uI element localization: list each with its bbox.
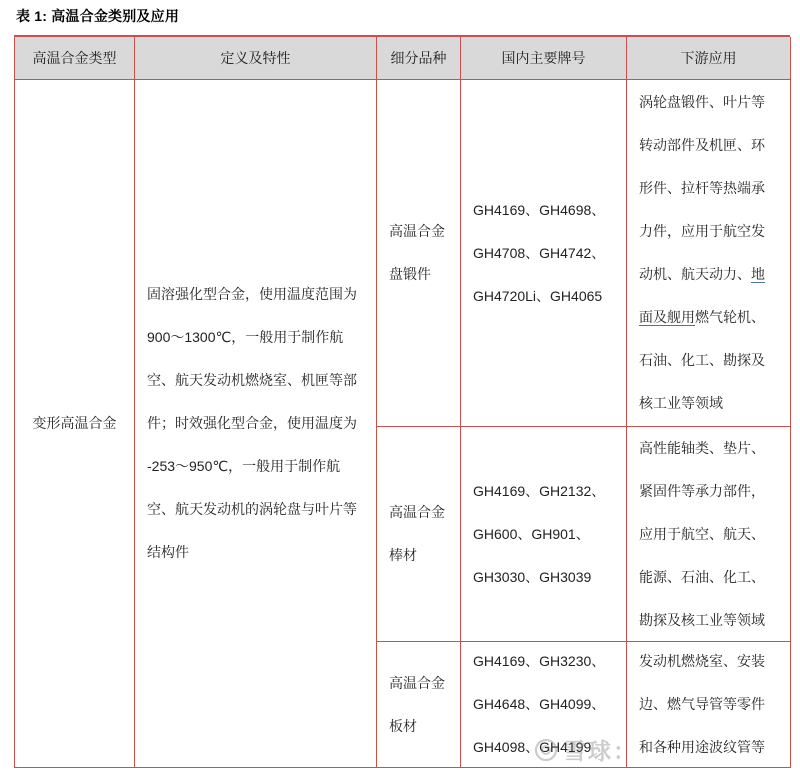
cell-grades-disk-forgings: [461, 80, 627, 427]
cell-applications-bars: [627, 427, 791, 642]
alloy-type-value: 变形高温合金: [32, 415, 117, 431]
cell-alloy-type: [15, 80, 135, 768]
applications-text: 高性能轴类、垫片、紧固件等承力部件，应用于航空、航天、能源、石油、化工、勘探及核工业等领域: [639, 439, 765, 628]
header-alloy-type: [15, 37, 135, 80]
cell-applications-sheets: [627, 642, 791, 768]
applications-post: 燃气轮机、石油、化工、勘探及核工业等领域: [639, 309, 765, 411]
watermark-text: 雪球：: [563, 738, 638, 764]
cell-variety-bars: [377, 427, 461, 642]
table-title: 表 1: 高温合金类别及应用: [16, 8, 180, 24]
cell-variety-disk-forgings: [377, 80, 461, 427]
cell-grades-sheets: [461, 642, 627, 768]
header-applications-label: 下游应用: [680, 49, 737, 66]
cell-applications-disk-forgings: [627, 80, 791, 427]
definition-text: 固溶强化型合金，使用温度范围为 900～1300℃，一般用于制作航空、航天发动机燃烧室、机匣等部件；时效强化型合金，使用温度为 -253～950℃，一般用于制作航空、航天发动机的涡轮盘与叶片等结构件: [147, 286, 357, 560]
applications-text: [639, 81, 778, 425]
cell-variety-sheets: [377, 642, 461, 768]
grades-text: GH4169、GH4698、GH4708、GH4742、GH4720Li、GH4065: [473, 201, 606, 304]
variety-text: 高温合金棒材: [389, 504, 445, 563]
applications-underlined: 地面及舰用: [639, 266, 765, 325]
header-definition-label: 定义及特性: [220, 49, 291, 66]
cell-definition: [135, 80, 377, 768]
header-grades-label: 国内主要牌号: [501, 49, 586, 66]
header-applications: [627, 37, 791, 80]
variety-text: 高温合金盘锻件: [389, 223, 445, 282]
variety-text: 高温合金板材: [389, 674, 445, 734]
applications-pre: 涡轮盘锻件、叶片等转动部件及机匣、环形件、拉杆等热端承力件，应用于航空发动机、航天动力、: [639, 94, 765, 282]
header-alloy-type-label: 高温合金类型: [32, 49, 117, 66]
applications-text: 发动机燃烧室、安装边、燃气导管等零件和各种用途波纹管等: [639, 653, 765, 755]
superalloy-table: [14, 35, 790, 768]
header-variety: [377, 37, 461, 80]
header-grades: [461, 37, 627, 80]
header-variety-label: 细分品种: [390, 49, 447, 66]
grades-text: GH4169、GH2132、GH600、GH901、GH3030、GH3039: [473, 482, 606, 585]
grades-text: GH4169、GH3230、GH4648、GH4099、GH4098、GH4199: [473, 653, 606, 755]
cell-grades-bars: [461, 427, 627, 642]
header-definition: [135, 37, 377, 80]
